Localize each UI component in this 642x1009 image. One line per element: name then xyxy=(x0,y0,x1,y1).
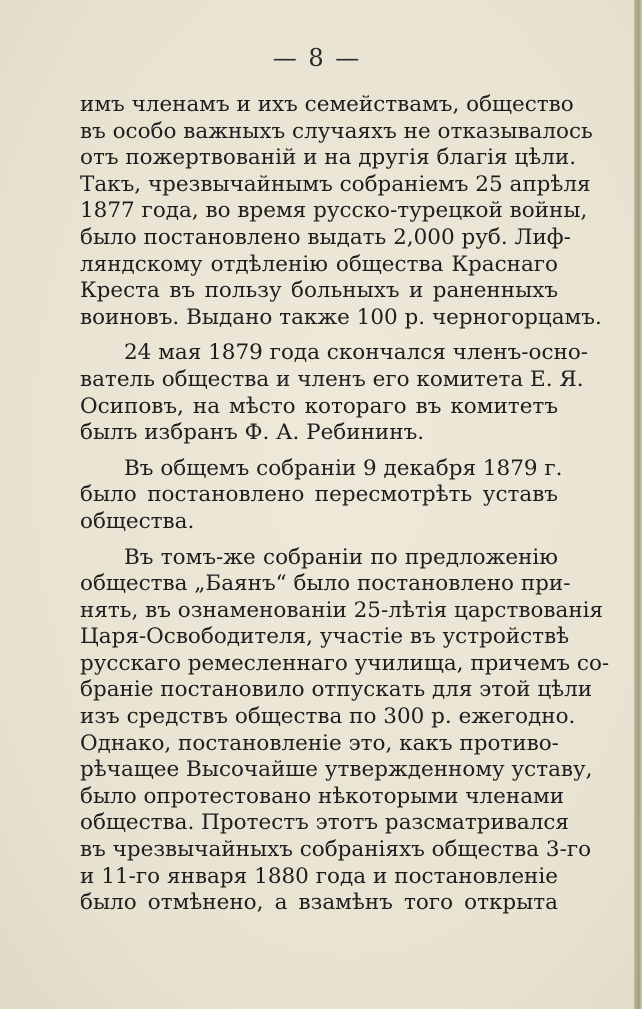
text-line: Такъ, чрезвычайнымъ собранiемъ 25 апрѣля xyxy=(80,171,591,197)
page-edge xyxy=(634,0,642,1009)
text-line: общества. Протестъ этотъ разсматривался xyxy=(80,810,569,836)
text-line: русскаго ремесленнаго училища, причемъ со- xyxy=(80,650,610,676)
text-line: воиновъ. Выдано также 100 р. черногорцамъ. xyxy=(80,304,602,330)
page-number: — 8 — xyxy=(272,44,362,72)
text-line: 24 мая 1879 года скончался членъ-осно- xyxy=(124,340,589,366)
text-line: Царя-Освободителя, участiе въ устройствѣ xyxy=(80,624,570,650)
text-line: въ особо важныхъ случаяхъ не отказывалось xyxy=(80,118,593,144)
paragraph-4 xyxy=(80,544,610,917)
text-line: общества. xyxy=(80,508,195,534)
text-line: ляндскому отдѣленiю общества Краснаго xyxy=(80,251,558,277)
text-line: общества „Баянъ“ было постановлено при- xyxy=(80,571,571,597)
text-line: было отмѣнено, а взамѣнъ того открыта xyxy=(80,890,558,916)
text-line: Въ томъ-же собранiи по предложенiю xyxy=(124,544,558,570)
text-line: Креста въ пользу больныхъ и раненныхъ xyxy=(80,278,558,304)
text-line: было постановлено выдать 2,000 руб. Лиф- xyxy=(80,224,571,250)
text-line: и 11-го января 1880 года и постановленiе xyxy=(80,863,558,889)
paragraph-1 xyxy=(80,92,602,331)
text-line: изъ средствъ общества по 300 р. ежегодно. xyxy=(80,704,576,730)
text-line: Однако, постановленiе это, какъ противо- xyxy=(80,730,559,756)
body-text xyxy=(80,92,610,917)
paragraph-3 xyxy=(80,455,563,536)
text-line: отъ пожертвованiй и на другiя благiя цѣли. xyxy=(80,145,577,171)
paragraph-2 xyxy=(80,340,589,446)
text-line: въ чрезвычайныхъ собранiяхъ общества 3-го xyxy=(80,837,592,863)
text-line: рѣчащее Высочайше утвержденному уставу, xyxy=(80,757,593,783)
text-line: Осиповъ, на мѣсто котораго въ комитетъ xyxy=(80,393,558,419)
text-line: Въ общемъ собранiи 9 декабря 1879 г. xyxy=(124,455,563,481)
text-line: было опротестовано нѣкоторыми членами xyxy=(80,783,565,809)
text-line: бранiе постановило отпускать для этой цѣли xyxy=(80,677,593,703)
text-line: было постановлено пересмотрѣть уставъ xyxy=(80,482,558,508)
text-line: 1877 года, во время русско-турецкой войны, xyxy=(80,198,588,224)
text-line: былъ избранъ Ф. А. Ребининъ. xyxy=(80,420,425,446)
text-line: ватель общества и членъ его комитета Е. Я. xyxy=(80,366,584,392)
text-line: нять, въ ознаменованiи 25-лѣтiя царствованiя xyxy=(80,597,604,623)
text-line: имъ членамъ и ихъ семействамъ, общество xyxy=(80,92,574,117)
